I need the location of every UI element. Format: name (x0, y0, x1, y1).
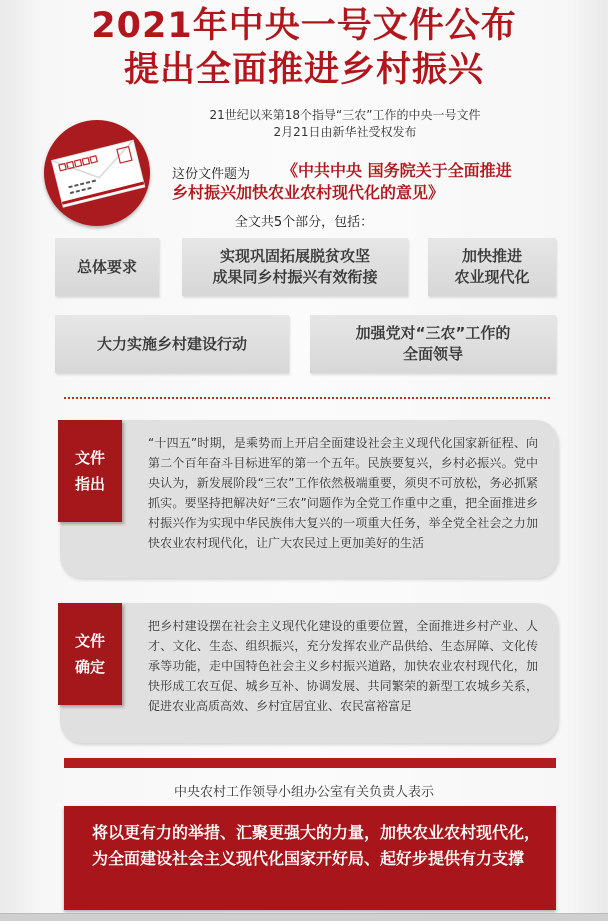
part-3-label-line2: 农业现代化 (454, 268, 530, 286)
section-text-determines: 把乡村建设摆在社会主义现代化建设的重要位置，全面推进乡村产业、人才、文化、生态、组织振兴，充分发挥农业产品供给、生态屏障、文化传承等功能，走中国特色社会主义乡村振兴道路，加快农业农村现代化，加快形成工农互促、城乡互补、协调发展、共同繁荣的新型工农城乡关系，促进农业高质高效、乡村宜居宜业、农民富裕富足 (148, 619, 538, 713)
section-tag-determines (58, 603, 122, 705)
main-title-line2: 提出全面推进乡村振兴 (123, 50, 484, 90)
part-box-1 (55, 238, 159, 296)
part-2-label-line2: 成果同乡村振兴有效衔接 (212, 268, 378, 286)
tag-line1: 文件 (74, 632, 105, 650)
part-2-label-line1: 实现巩固拓展脱贫攻坚 (219, 247, 370, 265)
document-title-line1: 《中共中央 国务院关于全面推进 (282, 161, 512, 180)
part-4-label: 大力实施乡村建设行动 (96, 334, 247, 353)
part-1-label: 总体要求 (76, 257, 137, 276)
document-title-line2: 乡村振兴加快农业农村现代化的意见》 (172, 183, 445, 202)
subtitle-line2: 2月21日由新华社受权发布 (273, 125, 417, 139)
part-5-label-line2: 全面领导 (402, 345, 463, 363)
part-box-4 (55, 315, 289, 373)
quote-box (64, 806, 556, 910)
part-box-2 (182, 238, 408, 296)
part-3-label-line1: 加快推进 (461, 247, 522, 265)
part-box-5 (310, 315, 556, 373)
document-title-intro: 这份文件题为 (172, 167, 251, 182)
parts-intro: 全文共5个部分，包括： (234, 215, 374, 230)
bottom-scrollbar-strip (0, 913, 608, 921)
quote-text: 将以更有力的举措、汇聚更强大的力量，加快农业农村现代化，为全面建设社会主义现代化国家开好局、起好步提供有力支撑 (92, 823, 541, 868)
dotted-divider (64, 397, 550, 399)
main-title-line1: 2021年中央一号文件公布 (91, 6, 517, 46)
office-statement-heading: 中央农村工作领导小组办公室有关负责人表示 (173, 785, 434, 800)
section-tag-points-out (58, 420, 122, 522)
subtitle-line1: 21世纪以来第18个指导“三农”工作的中央一号文件 (209, 108, 481, 122)
tag-line1: 文件 (74, 449, 105, 467)
tag-line2: 指出 (74, 475, 105, 493)
section-text-points-out: “十四五”时期，是乘势而上开启全面建设社会主义现代化国家新征程、向第二个百年奋斗目标进军的第一个五年。民族要复兴，乡村必振兴。党中央认为，新发展阶段“三农”工作依然极端重要，须臾不可放松，务必抓紧抓实。要坚持把解决好“三农”问题作为全党工作重中之重，把全面推进乡村振兴作为实现中华民族伟大复兴的一项重大任务，举全党全社会之力加快农业农村现代化，让广大农民过上更加美好的生活 (148, 436, 538, 550)
part-box-3 (428, 238, 556, 296)
part-5-label-line1: 加强党对“三农”工作的 (355, 324, 511, 342)
red-divider-bar (64, 758, 556, 768)
tag-line2: 确定 (74, 658, 105, 676)
